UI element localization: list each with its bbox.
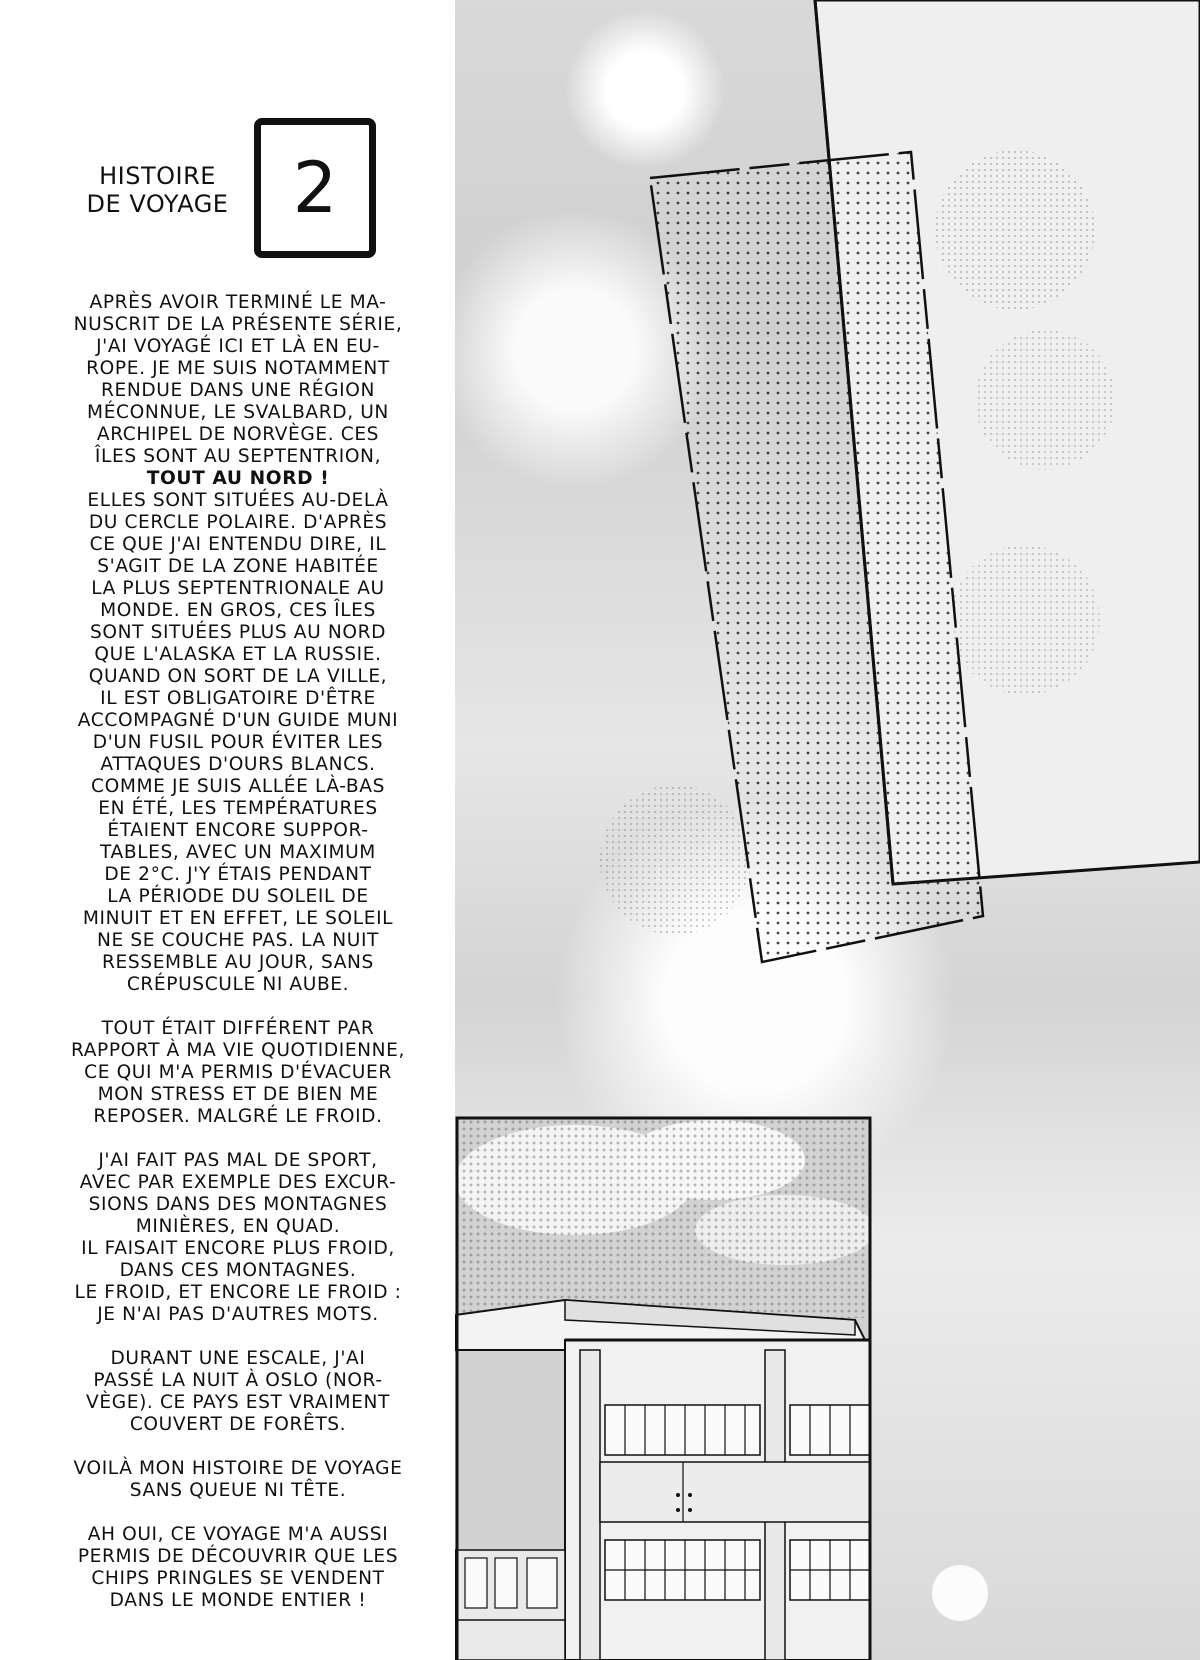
text-line: MÉCONNUE, LE SVALBARD, UN xyxy=(87,402,389,423)
paragraph-2 xyxy=(58,1018,418,1128)
text-line: CE QUE J'AI ENTENDU DIRE, IL xyxy=(89,534,387,555)
text-line: RESSEMBLE AU JOUR, SANS xyxy=(102,952,374,973)
chapter-number-box xyxy=(254,118,376,258)
text-line: ATTAQUES D'OURS BLANCS. xyxy=(100,754,376,775)
text-line: LA PÉRIODE DU SOLEIL DE xyxy=(107,886,369,907)
text-line: APRÈS AVOIR TERMINÉ LE MA- xyxy=(89,292,387,313)
text-line: S'AGIT DE LA ZONE HABITÉE xyxy=(97,556,379,577)
text-line: ÎLES SONT AU SEPTENTRION, xyxy=(94,446,382,467)
text-line: MONDE. EN GROS, CES ÎLES xyxy=(100,600,376,621)
text-line: J'AI FAIT PAS MAL DE SPORT, xyxy=(98,1150,378,1171)
halo xyxy=(975,330,1115,470)
text-line: SANS QUEUE NI TÊTE. xyxy=(129,1480,347,1501)
text-line: DE 2°C. J'Y ÉTAIS PENDANT xyxy=(104,864,372,885)
text-line: VOILÀ MON HISTOIRE DE VOYAGE xyxy=(73,1458,403,1479)
heading-line-1: HISTOIRE xyxy=(99,162,216,190)
text-line: SIONS DANS DES MONTAGNES xyxy=(88,1194,388,1215)
building-panel xyxy=(455,1118,875,1660)
text-line: RAPPORT À MA VIE QUOTIDIENNE, xyxy=(70,1040,406,1061)
text-line: J'AI VOYAGÉ ICI ET LÀ EN EU- xyxy=(96,336,380,357)
text-line: QUAND ON SORT DE LA VILLE, xyxy=(88,666,388,687)
paragraph-4 xyxy=(58,1348,418,1436)
text-line: RENDUE DANS UNE RÉGION xyxy=(101,380,375,401)
text-line: ARCHIPEL DE NORVÈGE. CES xyxy=(96,424,380,445)
text-line: MINIÈRES, EN QUAD. xyxy=(135,1216,341,1237)
text-line: AH OUI, CE VOYAGE M'A AUSSI xyxy=(87,1524,389,1545)
halo xyxy=(935,150,1095,310)
text-line: ROPE. JE ME SUIS NOTAMMENT xyxy=(86,358,390,379)
text-line: JE N'AI PAS D'AUTRES MOTS. xyxy=(97,1304,379,1325)
chapter-number: 2 xyxy=(292,147,338,229)
text-line: DURANT UNE ESCALE, J'AI xyxy=(110,1348,366,1369)
text-line: AVEC PAR EXEMPLE DES EXCUR- xyxy=(79,1172,397,1193)
sun-glow xyxy=(932,1565,988,1621)
text-line: PASSÉ LA NUIT À OSLO (NOR- xyxy=(93,1370,383,1391)
text-line: DANS CES MONTAGNES. xyxy=(119,1260,357,1281)
illustration-panel xyxy=(455,0,1200,1660)
text-line: D'UN FUSIL POUR ÉVITER LES xyxy=(92,732,384,753)
illustration-art xyxy=(455,0,1200,1660)
emphasis-line: TOUT AU NORD ! xyxy=(146,468,330,489)
text-line: CHIPS PRINGLES SE VENDENT xyxy=(91,1568,385,1589)
text-line: CE QUI M'A PERMIS D'ÉVACUER xyxy=(84,1062,392,1083)
paragraph-6 xyxy=(58,1524,418,1612)
text-line: PERMIS DE DÉCOUVRIR QUE LES xyxy=(77,1546,399,1567)
text-line: ACCOMPAGNÉ D'UN GUIDE MUNI xyxy=(77,710,399,731)
paragraph-3 xyxy=(58,1150,418,1326)
text-line: VÈGE). CE PAYS EST VRAIMENT xyxy=(86,1392,390,1413)
text-line: IL EST OBLIGATOIRE D'ÊTRE xyxy=(100,688,376,709)
text-line: DANS LE MONDE ENTIER ! xyxy=(109,1590,367,1611)
text-line: CRÉPUSCULE NI AUBE. xyxy=(126,974,350,995)
text-line: NE SE COUCHE PAS. LA NUIT xyxy=(96,930,380,951)
text-line: COMME JE SUIS ALLÉE LÀ-BAS xyxy=(91,776,385,797)
paragraph-1 xyxy=(58,292,418,996)
text-line: LE FROID, ET ENCORE LE FROID : xyxy=(74,1282,402,1303)
heading-line-2: DE VOYAGE xyxy=(86,190,229,218)
halo xyxy=(600,785,750,935)
text-line: MINUIT ET EN EFFET, LE SOLEIL xyxy=(82,908,394,929)
text-line: COUVERT DE FORÊTS. xyxy=(129,1414,347,1435)
text-line: IL FAISAIT ENCORE PLUS FROID, xyxy=(81,1238,395,1259)
text-line: QUE L'ALASKA ET LA RUSSIE. xyxy=(94,644,382,665)
text-line: EN ÉTÉ, LES TEMPÉRATURES xyxy=(98,798,378,819)
text-line: TOUT ÉTAIT DIFFÉRENT PAR xyxy=(101,1018,375,1039)
text-line: ÉTAIENT ENCORE SUPPOR- xyxy=(107,820,369,841)
text-line: SONT SITUÉES PLUS AU NORD xyxy=(89,622,387,643)
text-line: LA PLUS SEPTENTRIONALE AU xyxy=(91,578,385,599)
text-line: TABLES, AVEC UN MAXIMUM xyxy=(100,842,376,863)
text-line: NUSCRIT DE LA PRÉSENTE SÉRIE, xyxy=(73,314,403,335)
text-line: REPOSER. MALGRÉ LE FROID. xyxy=(93,1106,383,1127)
halo xyxy=(950,545,1100,695)
text-line: MON STRESS ET DE BIEN ME xyxy=(97,1084,379,1105)
chapter-heading-label xyxy=(70,162,245,218)
paragraph-5 xyxy=(58,1458,418,1502)
text-line: ELLES SONT SITUÉES AU-DELÀ xyxy=(87,490,389,511)
text-line: DU CERCLE POLAIRE. D'APRÈS xyxy=(88,512,388,533)
travel-story-text xyxy=(58,292,418,1634)
